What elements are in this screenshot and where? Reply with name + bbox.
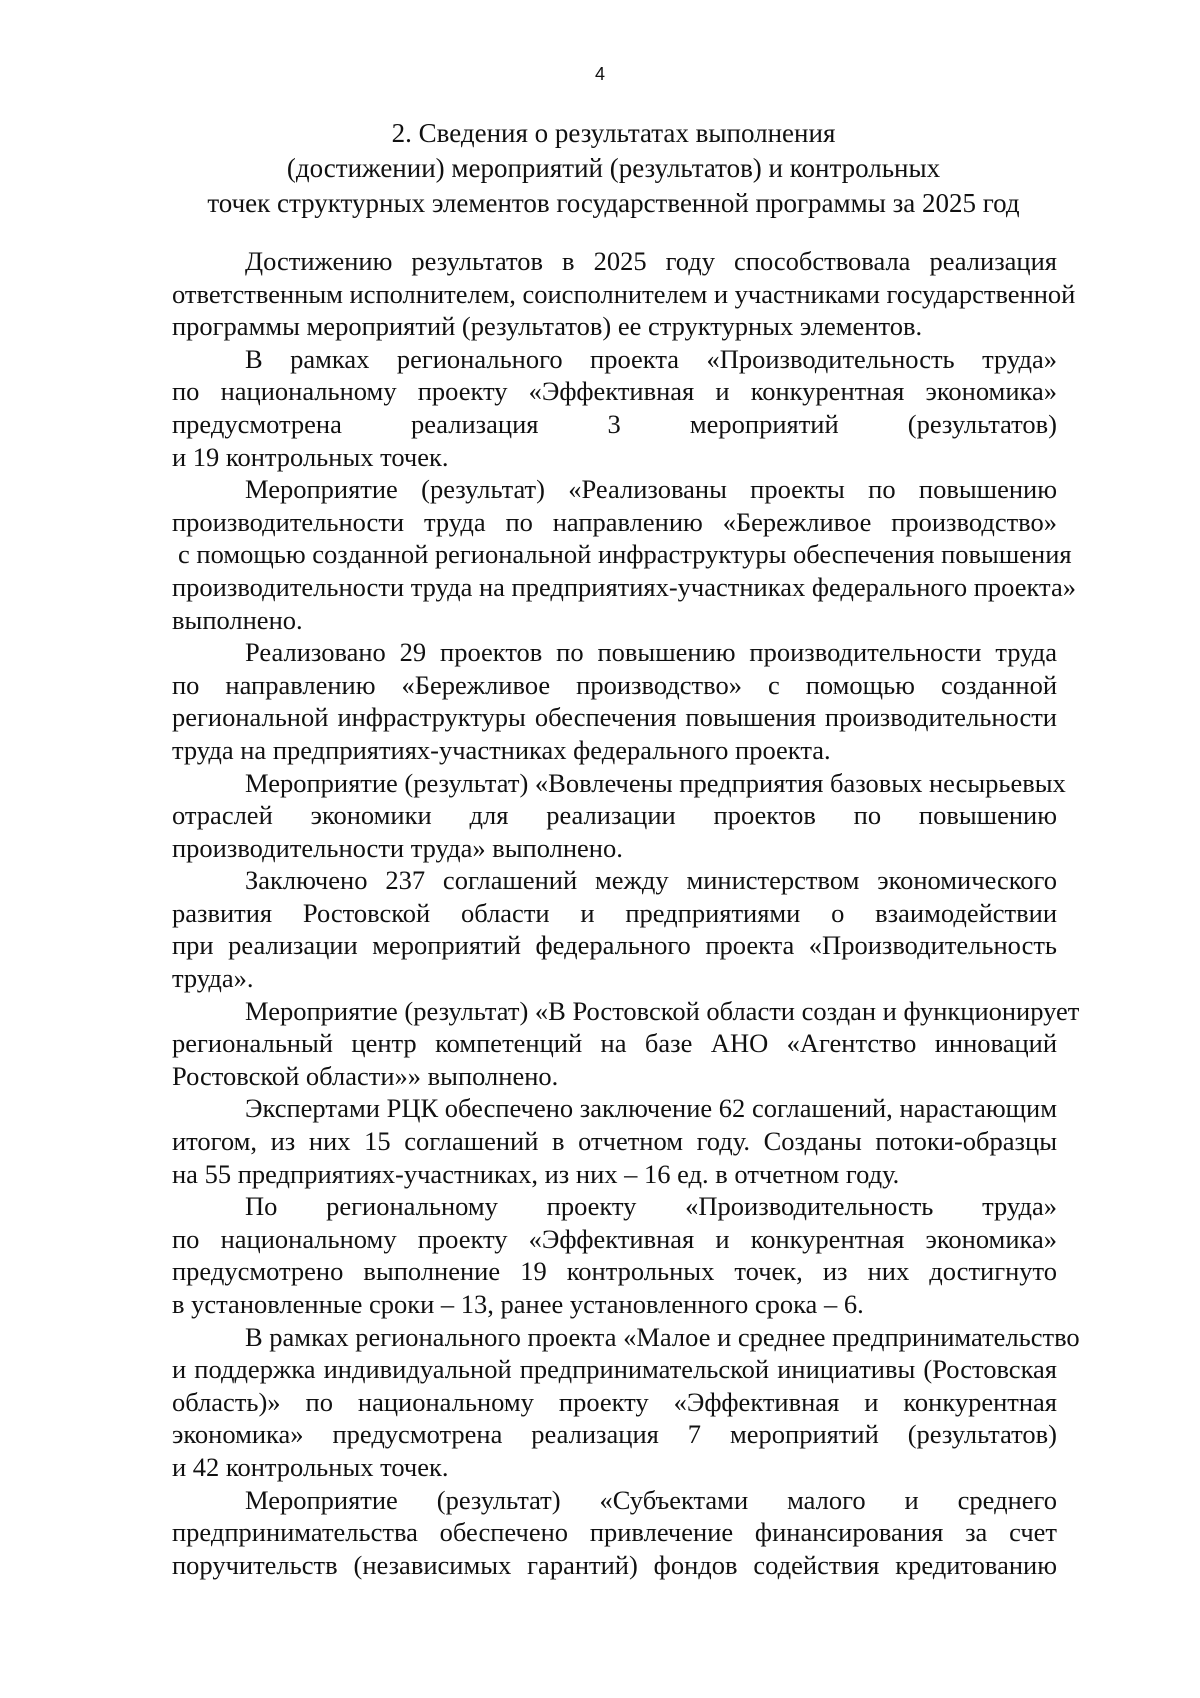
text-line: выполнено. [172, 604, 303, 635]
text-line: область)» по национальному проекту «Эффективная и конкурентная [172, 1386, 1057, 1417]
text-line: По региональному проекту «Производительность труда» [245, 1191, 1057, 1222]
text-line: по направлению «Бережливое производство» с помощью созданной [172, 669, 1057, 700]
paragraph [172, 636, 1057, 766]
paragraph [172, 343, 1057, 473]
heading-line: 2. Сведения о результатах выполнения [391, 118, 836, 148]
text-line: труда». [172, 963, 254, 994]
text-line: Мероприятие (результат) «Реализованы проекты по повышению [245, 474, 1057, 505]
body-text [172, 245, 1080, 1581]
text-line: региональной инфраструктуры обеспечения повышения производительности [172, 702, 1057, 733]
paragraph [172, 864, 1057, 994]
paragraph [172, 473, 1076, 636]
paragraph [172, 767, 1066, 865]
page-number: 4 [594, 64, 605, 84]
text-line: В рамках регионального проекта «Малое и среднее предпринимательство [245, 1321, 1080, 1352]
paragraph [172, 1092, 1057, 1190]
text-line: В рамках регионального проекта «Производительность труда» [245, 343, 1057, 374]
section-heading [160, 116, 1067, 221]
text-line: Мероприятие (результат) «Субъектами малого и среднего [245, 1484, 1057, 1515]
paragraph [172, 245, 1076, 343]
heading-line: точек структурных элементов государственной программы за 2025 год [207, 188, 1020, 218]
text-line: региональный центр компетенций на базе АНО «Агентство инноваций [172, 1028, 1057, 1059]
text-line: поручительств (независимых гарантий) фондов содействия кредитованию [172, 1549, 1057, 1580]
text-line: по национальному проекту «Эффективная и конкурентная экономика» [172, 376, 1057, 407]
text-line: отраслей экономики для реализации проектов по повышению [172, 800, 1057, 831]
text-line: Экспертами РЦК обеспечено заключение 62 соглашений, нарастающим [245, 1093, 1057, 1124]
paragraph [172, 1321, 1080, 1484]
text-line: Мероприятие (результат) «Вовлечены предприятия базовых несырьевых [245, 767, 1066, 798]
text-line: и поддержка индивидуальной предпринимательской инициативы (Ростовская [172, 1354, 1057, 1385]
text-line: развития Ростовской области и предприятиями о взаимодействии [172, 897, 1057, 928]
text-line: предпринимательства обеспечено привлечение финансирования за счет [172, 1517, 1057, 1548]
text-line: Достижению результатов в 2025 году способствовала реализация [245, 246, 1057, 276]
text-line: и 19 контрольных точек. [172, 441, 449, 472]
text-line: по национальному проекту «Эффективная и конкурентная экономика» [172, 1223, 1057, 1254]
heading-line: (достижении) мероприятий (результатов) и контрольных [286, 153, 941, 183]
text-line: и 42 контрольных точек. [172, 1451, 449, 1482]
text-line: Реализовано 29 проектов по повышению производительности труда [245, 637, 1057, 668]
text-line: производительности труда по направлению «Бережливое производство» [172, 506, 1057, 537]
text-line: итогом, из них 15 соглашений в отчетном году. Созданы потоки-образцы [172, 1126, 1057, 1157]
text-line: экономика» предусмотрена реализация 7 мероприятий (результатов) [172, 1419, 1057, 1450]
text-line: производительности труда» выполнено. [172, 832, 623, 863]
text-line: ответственным исполнителем, соисполнителем и участниками государственной [172, 278, 1076, 309]
paragraph [172, 1484, 1057, 1582]
text-line: производительности труда на предприятиях-участниках федерального проекта» [172, 571, 1076, 602]
text-line: в установленные сроки – 13, ранее установленного срока – 6. [172, 1289, 864, 1319]
text-line: Заключено 237 соглашений между министерством экономического [245, 865, 1057, 896]
text-line: на 55 предприятиях-участниках, из них – 16 ед. в отчетном году. [172, 1158, 900, 1189]
paragraph [172, 1190, 1057, 1320]
paragraph [172, 995, 1080, 1093]
text-line: труда на предприятиях-участниках федерального проекта. [172, 734, 831, 765]
text-line: Мероприятие (результат) «В Ростовской области создан и функционирует [245, 995, 1080, 1026]
text-line: программы мероприятий (результатов) ее структурных элементов. [172, 311, 923, 342]
text-line: Ростовской области»» выполнено. [172, 1060, 559, 1091]
text-line: предусмотрено выполнение 19 контрольных точек, из них достигнуто [172, 1256, 1057, 1287]
text-line: предусмотрена реализация 3 мероприятий (результатов) [172, 408, 1057, 439]
text-line: с помощью созданной региональной инфраструктуры обеспечения повышения [178, 539, 1072, 570]
text-line: при реализации мероприятий федерального проекта «Производительность [172, 930, 1057, 961]
